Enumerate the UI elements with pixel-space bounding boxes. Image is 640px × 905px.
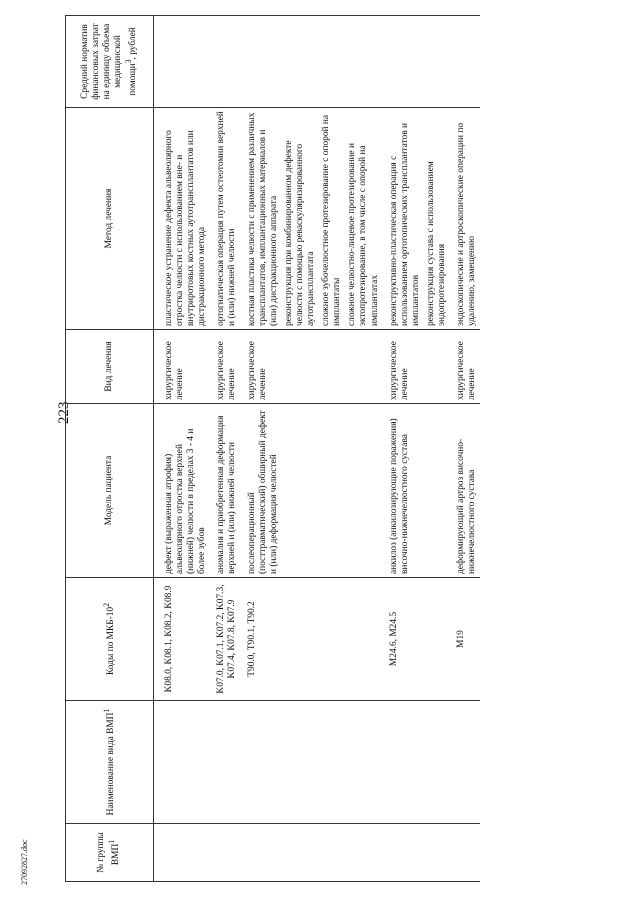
cell-group [383,824,450,882]
method-item: эндоскопические и артроскопические операции по удалению, замещению [456,122,478,326]
cell-group [154,824,211,882]
cell-cost [383,16,450,108]
cell-cost [154,16,211,108]
cell-kind: хирургическое лечение [154,330,211,404]
method-item: реконструктивно-пластическая операция с использованием ортотопических трансплантатов и имплантатов [388,122,421,326]
cell-method [383,108,450,330]
table-row [210,16,240,882]
cell-group [241,824,383,882]
cell-name [383,701,450,824]
cell-kind: хирургическое лечение [450,330,480,404]
header-kind: Вид лечения [66,330,154,404]
cell-name [210,701,240,824]
method-item: реконструкция при комбинированном дефекте челюсти с помощью реваскуляризированного аутотрансплантата [283,140,317,326]
cell-cost [450,16,480,108]
cell-codes: M19 [450,578,480,701]
table-row [383,16,450,882]
cell-kind: хирургическое лечение [241,330,383,404]
table-row [154,16,211,882]
cell-codes: M24.6, M24.5 [383,578,450,701]
cell-method [154,108,211,330]
cell-cost [210,16,240,108]
cell-model: анкилоз (анкилозирующие поражения) височно-нижнечелюстного сустава [383,404,450,578]
cell-codes: K08.0, K08.1, K08.2, K08.9 [154,578,211,701]
document-footer: 27092827.doc [20,839,29,885]
header-method: Метод лечения [66,108,154,330]
table-row [450,16,480,882]
cell-codes: K07.0, K07.1, K07.2, K07.3, K07.4, K07.8, K07.9 [210,578,240,701]
method-item: сложное челюстно-лицевое протезирование и эктопротезирование, в том числе с опорой на имплантатах [347,142,380,326]
cell-method [241,108,383,330]
table-row [241,16,383,882]
page-number: 223 [56,401,72,424]
method-item: ортогнатическая операция путем остеотомии верхней и (или) нижней челюсти [216,111,238,326]
cell-group [210,824,240,882]
cell-model: послеоперационный (посттравматический) обширный дефект и (или) деформация челюстей [241,404,383,578]
method-item: сложное зубочелюстное протезирование с опорой на имплантаты [321,114,343,326]
cell-model: дефект (выраженная атрофия) альвеолярного отростка верхней (нижней) челюсти в пределах 3 - 4 и более зубов [154,404,211,578]
header-codes: Коды по МКБ-$10^2$ [66,578,154,701]
cell-method [450,108,480,330]
cell-model: деформирующий артроз височно-нижнечелюстного сустава [450,404,480,578]
cell-name [450,701,480,824]
cell-cost [241,16,383,108]
vmp-table [65,15,480,882]
method-item: реконструкция сустава с использованием эндопротезирования [425,161,447,326]
header-cost: Средний норматив финансовых затрат на единицу объема медицинской помощи$^3$, рублей [66,16,154,108]
header-group: № группы ВМП$^1$ [66,824,154,882]
cell-method [210,108,240,330]
rotated-page [65,16,601,882]
method-item: пластическое устранение дефекта альвеолярного отростка челюсти с использованием вне- и внутриротовых костных аутотрансплантатов или дистракционного метода [164,130,208,326]
cell-kind: хирургическое лечение [210,330,240,404]
cell-group [450,824,480,882]
header-model: Модель пациента [66,404,154,578]
cell-name [241,701,383,824]
cell-kind: хирургическое лечение [383,330,450,404]
method-item: костная пластика челюсти с применением различных трансплантатов, имплантационных материалов и (или) дистракционного аппарата [246,112,279,326]
header-name: Наименование вида ВМП$^1$ [66,701,154,824]
cell-name [154,701,211,824]
cell-codes: T90.0, T90.1, T90.2 [241,578,383,701]
cell-model: аномалия и приобретенная деформация верхней и (или) нижней челюсти [210,404,240,578]
header-row [66,16,154,882]
